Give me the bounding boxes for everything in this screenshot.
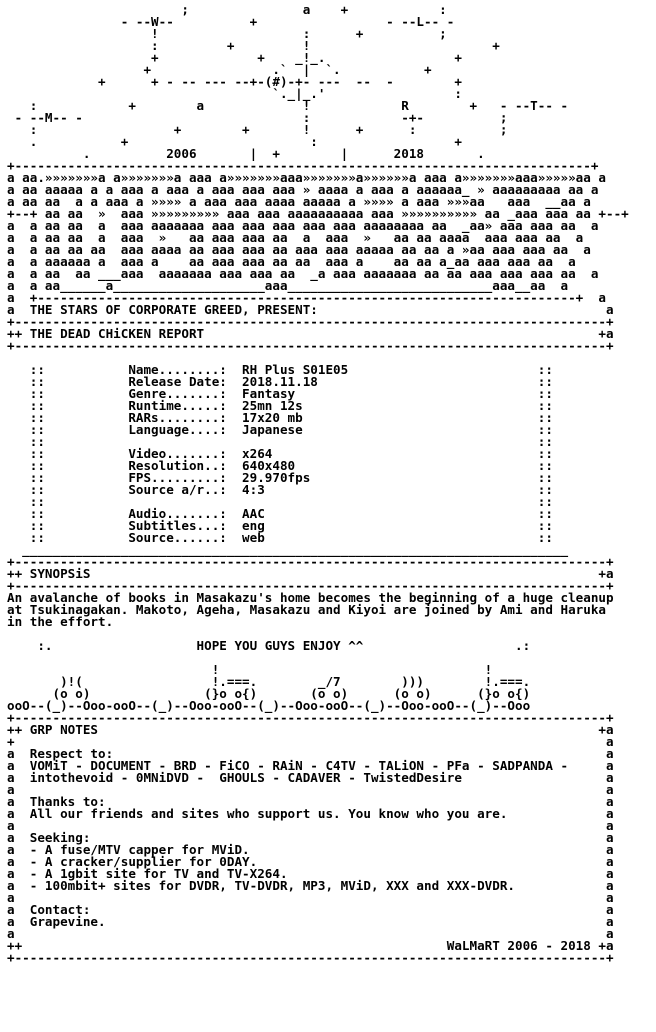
ascii-art-header: +----------------------------------------------------------------------------+	[7, 158, 599, 173]
release-info-row: :: Video.......: x264 ::	[7, 446, 553, 461]
section-divider: +------------------------------------------------------------------------------+	[7, 578, 614, 593]
release-info-row: :: Name........: RH Plus S01E05 ::	[7, 362, 553, 377]
notes-text: a - A fuse/MTV capper for MViD. a	[7, 842, 614, 857]
release-info-row: :: Runtime.....: 25mn 12s ::	[7, 398, 553, 413]
enjoy-line: :. HOPE YOU GUYS ENJOY ^^ .:	[7, 638, 531, 653]
ascii-art-logo: a a aa aa a aaa aaaaaaa aaa aaa aaa aaa aaa aaaaaaaa aa _aa» aaa aaa aa a	[7, 218, 599, 233]
ascii-art-logo: a aa aa a a aaa a »»»» a aaa aaa aaaa aaaaa a »»»» a aaa »»»aa aaa __aa a	[7, 194, 591, 209]
notes-text: a a	[7, 818, 614, 833]
report-title: ++ THE DEAD CHiCKEN REPORT +a	[7, 326, 614, 341]
release-info-row: :: Language....: Japanese ::	[7, 422, 553, 437]
ascii-art-header: - --M-- - : -+- ;	[7, 110, 508, 125]
synopsis-text: An avalanche of books in Masakazu's home becomes the beginning of a huge cleanup	[7, 590, 614, 605]
synopsis-title: ++ SYNOPSiS +a	[7, 566, 614, 581]
notes-text: a Respect to: a	[7, 746, 614, 761]
ascii-art-header: . + : +	[7, 134, 462, 149]
section-divider: +------------------------------------------------------------------------------+	[7, 314, 614, 329]
notes-text: a VOMiT - DOCUMENT - BRD - FiCO - RAiN - C4TV - TALiON - PFa - SADPANDA - a	[7, 758, 614, 773]
release-info-row: :: ::	[7, 434, 553, 449]
ascii-art-header: `._|_.' :	[7, 86, 462, 101]
section-divider: +------------------------------------------------------------------------------+	[7, 710, 614, 725]
notes-title: ++ GRP NOTES +a	[7, 722, 614, 737]
ascii-art-logo: a +-----------------------------------------------------------------------+ a	[7, 290, 606, 305]
release-info-row: :: Source a/r..: 4:3 ::	[7, 482, 553, 497]
ascii-art-header: ; a + :	[7, 2, 447, 17]
ascii-art-header: + + _!_. +	[7, 50, 462, 65]
notes-text: a - A 1gbit site for TV and TV-X264. a	[7, 866, 614, 881]
ascii-art-header: - --W-- + - --L-- -	[7, 14, 455, 29]
ascii-art-figures: ooO--(_)--Ooo-ooO--(_)--Ooo-ooO--(_)--Ooo-ooO--(_)--Ooo-ooO--(_)--Ooo	[7, 698, 531, 713]
section-divider: +------------------------------------------------------------------------------+	[7, 554, 614, 569]
release-info-row: :: Source......: web ::	[7, 530, 553, 545]
ascii-art-figures: (o o) (}o o{) (o o) (o o) (}o o{)	[7, 686, 531, 701]
notes-text: a Contact: a	[7, 902, 614, 917]
ascii-art-header: ! : + ;	[7, 26, 447, 41]
ascii-art-logo: a aa.»»»»»»»a a»»»»»»»a aaa a»»»»»»»aaa»»»»»»»a»»»»»»a aaa a»»»»»»»aaa»»»»»aa a	[7, 170, 606, 185]
release-info-row: :: RARs........: 17x20 mb ::	[7, 410, 553, 425]
ascii-art-logo: +--+ aa aa » aaa »»»»»»»»» aaa aaa aaaaaaaaaa aaa »»»»»»»»»» aa _aaa aaa aa +--+	[7, 206, 629, 221]
presents-line: a THE STARS OF CORPORATE GREED, PRESENT: a	[7, 302, 614, 317]
release-info-row: :: Genre.......: Fantasy ::	[7, 386, 553, 401]
notes-text: a - A cracker/supplier for 0DAY. a	[7, 854, 614, 869]
notes-text: a a	[7, 890, 614, 905]
ascii-art-header: + + - -- --- --+-(#)-+- --- -- - +	[7, 74, 462, 89]
notes-text: a - 100mbit+ sites for DVDR, TV-DVDR, MP3, MViD, XXX and XXX-DVDR. a	[7, 878, 614, 893]
release-info-row: :: Subtitles...: eng ::	[7, 518, 553, 533]
release-info-row: :: Resolution..: 640x480 ::	[7, 458, 553, 473]
notes-text: a Seeking: a	[7, 830, 614, 845]
ascii-art-header: : + + ! + : ;	[7, 122, 508, 137]
notes-text: a Thanks to: a	[7, 794, 614, 809]
ascii-art-header: : + a ! R + - --T-- -	[7, 98, 569, 113]
notes-text: a All our friends and sites who support us. You know who you are. a	[7, 806, 614, 821]
release-info-row: :: Audio.......: AAC ::	[7, 506, 553, 521]
section-border: a a	[7, 926, 614, 941]
synopsis-text: in the effort.	[7, 614, 114, 629]
section-border: + a	[7, 734, 614, 749]
notes-text: a Grapevine. a	[7, 914, 614, 929]
ascii-art-header: . 2006 | + | 2018 .	[7, 146, 485, 161]
ascii-art-logo: a a aa aa a aaa » aa aaa aaa aa a aaa » aa aa aaaa aaa aaa aa a	[7, 230, 584, 245]
section-divider: +------------------------------------------------------------------------------+	[7, 950, 614, 965]
ascii-art-logo: a a aa aa aa aaa aaaa aa aaa aaa aa aaa aaa aaaaa aa aa a »aa aaa aaa aa a	[7, 242, 591, 257]
ascii-art-figures: )!( !.===. _/7 ))) !.===.	[7, 674, 531, 689]
release-info-row: :: FPS.........: 29.970fps ::	[7, 470, 553, 485]
ascii-art-logo: a a aa______a____________________aaa___________________________aaa__aa a	[7, 278, 569, 293]
ascii-art-header: : + ! +	[7, 38, 500, 53]
notes-text: a intothevoid - 0MNiDVD - GHOULS - CADAVER - TwistedDesire a	[7, 770, 614, 785]
ascii-art-header: + .` | `. +	[7, 62, 432, 77]
ascii-art-logo: a a aaaaaa a aaa a aa aaa aaa aa aa aaa a aa aa a_aa aaa aaa aa a	[7, 254, 576, 269]
footer-credit: ++ WaLMaRT 2006 - 2018 +a	[7, 938, 614, 953]
ascii-art-figures: ! !	[7, 662, 493, 677]
synopsis-text: at Tsukinagakan. Makoto, Ageha, Masakazu and Kiyoi are joined by Ami and Haruka	[7, 602, 606, 617]
ascii-art-logo: a a aa aa ___aaa aaaaaaa aaa aaa aa _a aaa aaaaaaa aa aa aaa aaa aaa aa a	[7, 266, 599, 281]
release-info-row: :: Release Date: 2018.11.18 ::	[7, 374, 553, 389]
release-info-underline: ________________________________________________________________________	[7, 542, 569, 557]
ascii-art-logo: a aa aaaaa a a aaa a aaa a aaa aaa aaa » aaaa a aaa a aaaaaa_ » aaaaaaaaa aa a	[7, 182, 599, 197]
notes-text: a a	[7, 782, 614, 797]
section-divider: +------------------------------------------------------------------------------+	[7, 338, 614, 353]
release-info-row: :: ::	[7, 494, 553, 509]
